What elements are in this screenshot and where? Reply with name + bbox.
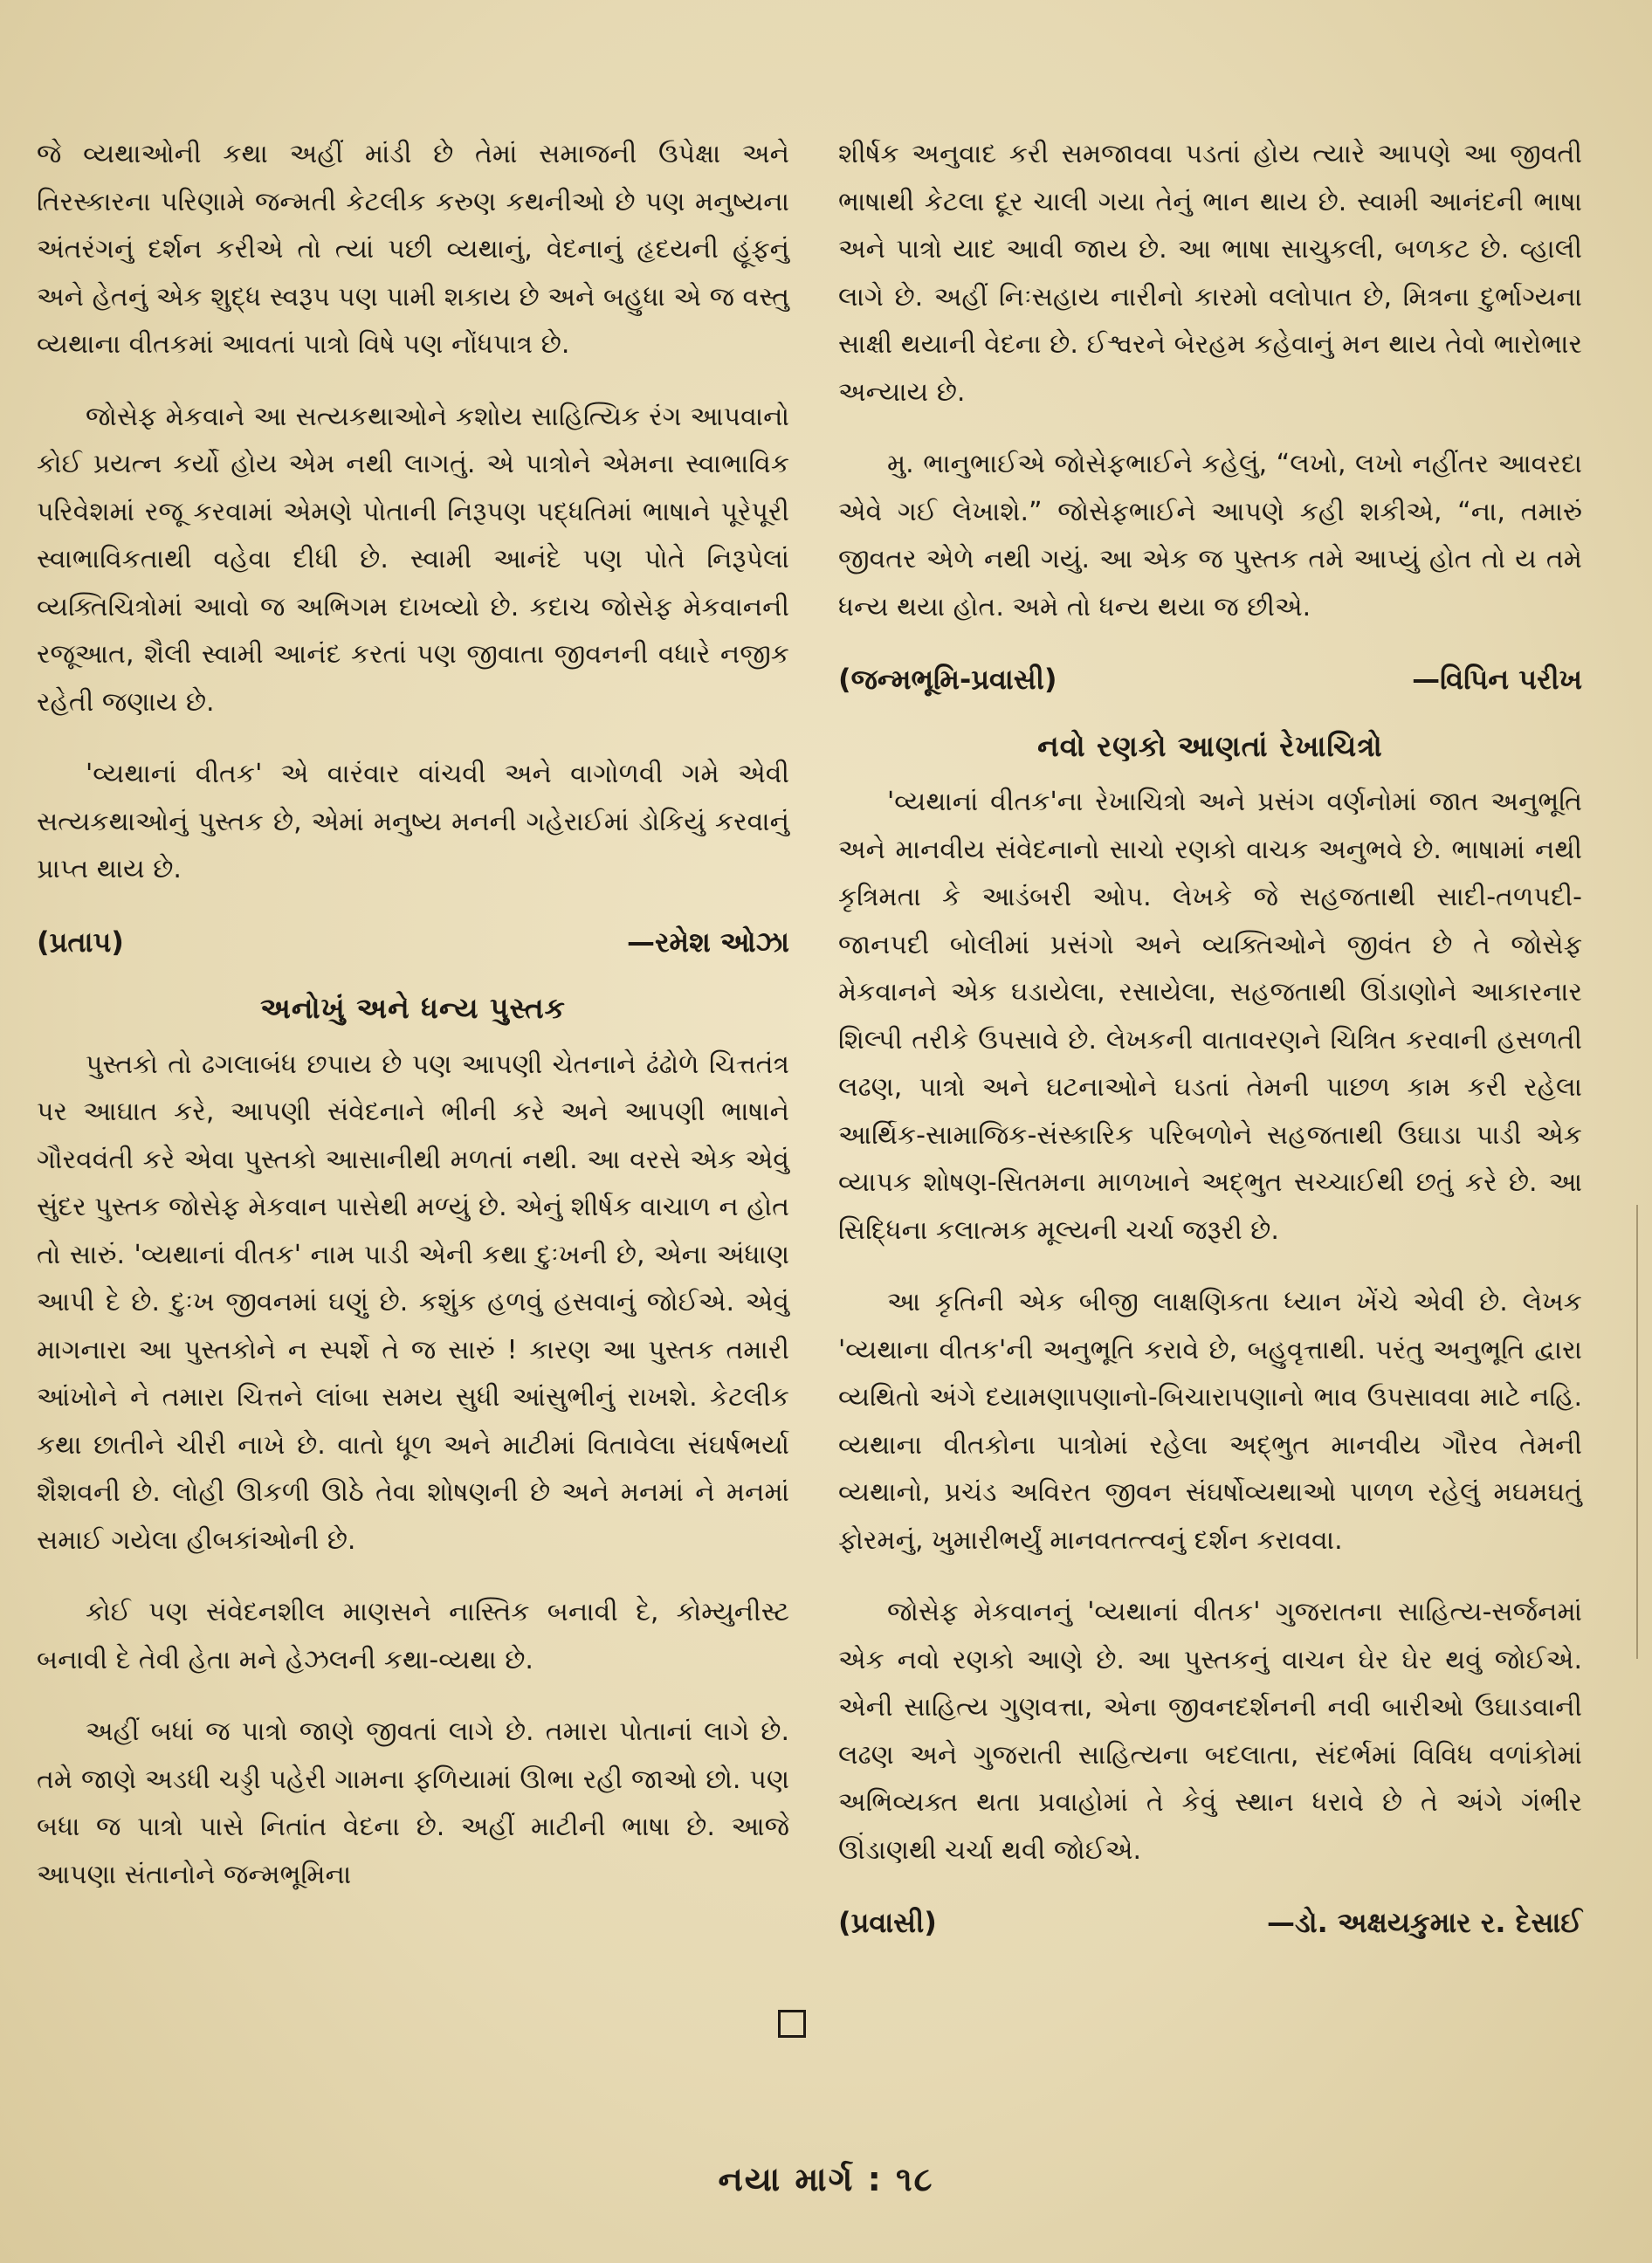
paragraph: પુસ્તકો તો ઢગલાબંધ છપાય છે પણ આપણી ચેતનાને ઢંઢોળે ચિત્તતંત્ર પર આઘાત કરે, આપણી સંવેદનાને ભીની કરે અને આપણી ભાષાને ગૌરવવંતી કરે એવા પુસ્તકો આસાનીથી મળતાં નથી. આ વરસે એક એવું સુંદર પુસ્તક જોસેફ મેકવાન પાસેથી મળ્યું છે. એનું શીર્ષક વાચાળ ન હોત તો સારું. 'વ્યથાનાં વીતક' નામ પાડી એની કથા દુઃખની છે, એના અંધાણ આપી દે છે. દુઃખ જીવનમાં ઘણું છે. કશુંક હળવું હસવાનું જોઈએ. એવું માગનારા આ પુસ્તકોને ન સ્પર્શે તે જ સારું ! કારણ આ પુસ્તક તમારી આંખોને ને તમારા ચિત્તને લાંબા સમય સુધી આંસુભીનું રાખશે. કેટલીક કથા છાતીને ચીરી નાખે છે. વાતો ધૂળ અને માટીમાં વિતાવેલા સંઘર્ષભર્યા શૈશવની છે. લોહી ઊકળી ઊઠે તેવા શોષણની છે અને મનમાં ને મનમાં સમાઈ ગયેલા હીબકાંઓની છે. (37, 1049, 789, 1556)
page-edge-tear (1636, 1205, 1647, 1659)
credit-author: —રમેશ ઓઝા (626, 925, 789, 959)
paragraph: શીર્ષક અનુવાદ કરી સમજાવવા પડતાં હોય ત્યારે આપણે આ જીવતી ભાષાથી કેટલા દૂર ચાલી ગયા તેનું ભાન થાય છે. સ્વામી આનંદની ભાષા અને પાત્રો યાદ આવી જાય છે. આ ભાષા સાચુકલી, બળકટ છે. વ્હાલી લાગે છે. અહીં નિઃસહાય નારીનો કારમો વલોપાત છે, મિત્રના દુર્ભાગ્યના સાક્ષી થયાની વેદના છે. ઈશ્વરને બેરહમ કહેવાનું મન થાય તેવો ભારોભાર અન્યાય છે. (838, 139, 1582, 408)
credit-source: (પ્રવાસી) (838, 1906, 937, 1939)
paragraph: જોસેફ મેકવાનનું 'વ્યથાનાં વીતક' ગુજરાતના સાહિત્ય-સર્જનમાં એક નવો રણકો આણે છે. આ પુસ્તકનું વાચન ઘેર ઘેર થવું જોઈએ. એની સાહિત્ય ગુણવત્તા, એના જીવનદર્શનની નવી બારીઓ ઉઘાડવાની લઢણ અને ગુજરાતી સાહિત્યના બદલાતા, સંદર્ભમાં વિવિધ વળાંકોમાં અભિવ્યક્ત થતા પ્રવાહોમાં તે કેવું સ્થાન ધરાવે છે તે અંગે ગંભીર ઊંડાણથી ચર્ચા થવી જોઈએ. (838, 1597, 1582, 1866)
page-footer: નયા માર્ગ : ૧૮ (718, 2160, 934, 2198)
paragraph: મુ. ભાનુભાઈએ જોસેફભાઈને કહેલું, “લખો, લખો નહીંતર આવરદા એવે ગઈ લેખાશે.” જોસેફભાઈને આપણે કહી શકીએ, “ના, તમારું જીવતર એળે નથી ગયું. આ એક જ પુસ્તક તમે આપ્યું હોત તો ય તમે ધન્ય થયા હોત. અમે તો ધન્ય થયા જ છીએ. (838, 449, 1582, 622)
credit-line (37, 918, 789, 966)
end-of-article-square-icon (778, 2010, 806, 2038)
left-column (37, 131, 789, 1923)
credit-line (838, 656, 1582, 704)
paragraph: 'વ્યથાનાં વીતક'ના રેખાચિત્રો અને પ્રસંગ વર્ણનોમાં જાત અનુભૂતિ અને માનવીય સંવેદનાનો સાચો રણકો વાચક અનુભવે છે. ભાષામાં નથી કૃત્રિમતા કે આડંબરી ઓપ. લેખકે જે સહજતાથી સાદી-તળપદી-જાનપદી બોલીમાં પ્રસંગો અને વ્યક્તિઓને જીવંત છે તે જોસેફ મેકવાનને એક ઘડાયેલા, રસાયેલા, સહજતાથી ઊંડાણોને આકારનાર શિલ્પી તરીકે ઉપસાવે છે. લેખકની વાતાવરણને ચિત્રિત કરવાની હસળતી લઢણ, પાત્રો અને ઘટનાઓને ઘડતાં તેમની પાછળ કામ કરી રહેલા આર્થિક-સામાજિક-સંસ્કારિક પરિબળોને સહજતાથી ઉઘાડા પાડી એક વ્યાપક શોષણ-સિતમના માળખાને અદ્ભુત સચ્ચાઈથી છતું કરે છે. આ સિદ્ધિના કલાત્મક મૂલ્યની ચર્ચા જરૂરી છે. (838, 787, 1582, 1246)
paragraph: જે વ્યથાઓની કથા અહીં માંડી છે તેમાં સમાજની ઉપેક્ષા અને તિરસ્કારના પરિણામે જન્મતી કેટલીક કરુણ કથનીઓ છે પણ મનુષ્યના અંતરંગનું દર્શન કરીએ તો ત્યાં પછી વ્યથાનું, વેદનાનું હૃદયની હૂંફનું અને હેતનું એક શુદ્ધ સ્વરૂપ પણ પામી શકાય છે અને બહુધા એ જ વસ્તુ વ્યથાના વીતકમાં આવતાં પાત્રો વિષે પણ નોંધપાત્ર છે. (37, 139, 789, 360)
paragraph: 'વ્યથાનાં વીતક' એ વારંવાર વાંચવી અને વાગોળવી ગમે એવી સત્યકથાઓનું પુસ્તક છે, એમાં મનુષ્ય મનની ગહેરાઈમાં ડોકિયું કરવાનું પ્રાપ્ત થાય છે. (37, 759, 789, 884)
section-heading: અનોખું અને ધન્ય પુસ્તક (260, 991, 566, 1025)
paragraph: જોસેફ મેકવાને આ સત્યકથાઓને કશોય સાહિત્યિક રંગ આપવાનો કોઈ પ્રયત્ન કર્યો હોય એમ નથી લાગતું. એ પાત્રોને એમના સ્વાભાવિક પરિવેશમાં રજૂ કરવામાં એમણે પોતાની નિરૂપણ પદ્ધતિમાં ભાષાને પૂરેપૂરી સ્વાભાવિકતાથી વહેવા દીધી છે. સ્વામી આનંદે પણ પોતે નિરૂપેલાં વ્યક્તિચિત્રોમાં આવો જ અભિગમ દાખવ્યો છે. કદાચ જોસેફ મેકવાનની રજૂઆત, શૈલી સ્વામી આનંદ કરતાં પણ જીવાતા જીવનની વધારે નજીક રહેતી જણાય છે. (37, 401, 789, 718)
credit-author: —ડો. અક્ષયકુમાર ર. દેસાઈ (1267, 1906, 1582, 1939)
right-column (838, 131, 1582, 1966)
paragraph: આ કૃતિની એક બીજી લાક્ષણિકતા ધ્યાન ખેંચે એવી છે. લેખક 'વ્યથાના વીતક'ની અનુભૂતિ કરાવે છે, બહુવૃત્તાથી. પરંતુ અનુભૂતિ દ્વારા વ્યથિતો અંગે દયામણાપણાનો-બિચારાપણાનો ભાવ ઉપસાવવા માટે નહિ. વ્યથાના વીતકોના પાત્રોમાં રહેલા અદ્ભુત માનવીય ગૌરવ તેમની વ્યથાનો, પ્રચંડ અવિરત જીવન સંઘર્ષોવ્યથાઓ પાળળ રહેલું મઘમઘતું ફોરમનું, ખુમારીભર્યું માનવતત્ત્વનું દર્શન કરાવવા. (838, 1287, 1582, 1556)
credit-source: (પ્રતાપ) (37, 925, 124, 959)
paragraph: કોઈ પણ સંવેદનશીલ માણસને નાસ્તિક બનાવી દે, કોમ્યુનીસ્ટ બનાવી દે તેવી હેતા મને હેઝલની કથા-વ્યથા છે. (37, 1597, 789, 1675)
paragraph: અહીં બધાં જ પાત્રો જાણે જીવતાં લાગે છે. તમારા પોતાનાં લાગે છે. તમે જાણે અડધી ચડ્ડી પહેરી ગામના ફળિયામાં ઊભા રહી જાઓ છો. પણ બધા જ પાત્રો પાસે નિતાંત વેદના છે. અહીં માટીની ભાષા છે. આજે આપણા સંતાનોને જન્મભૂમિના (37, 1716, 789, 1890)
credit-author: —વિપિન પરીખ (1412, 663, 1582, 696)
credit-line (838, 1899, 1582, 1947)
section-heading: નવો રણકો આણતાં રેખાચિત્રો (1037, 728, 1383, 763)
credit-source: (જન્મભૂમિ-પ્રવાસી) (838, 663, 1057, 696)
